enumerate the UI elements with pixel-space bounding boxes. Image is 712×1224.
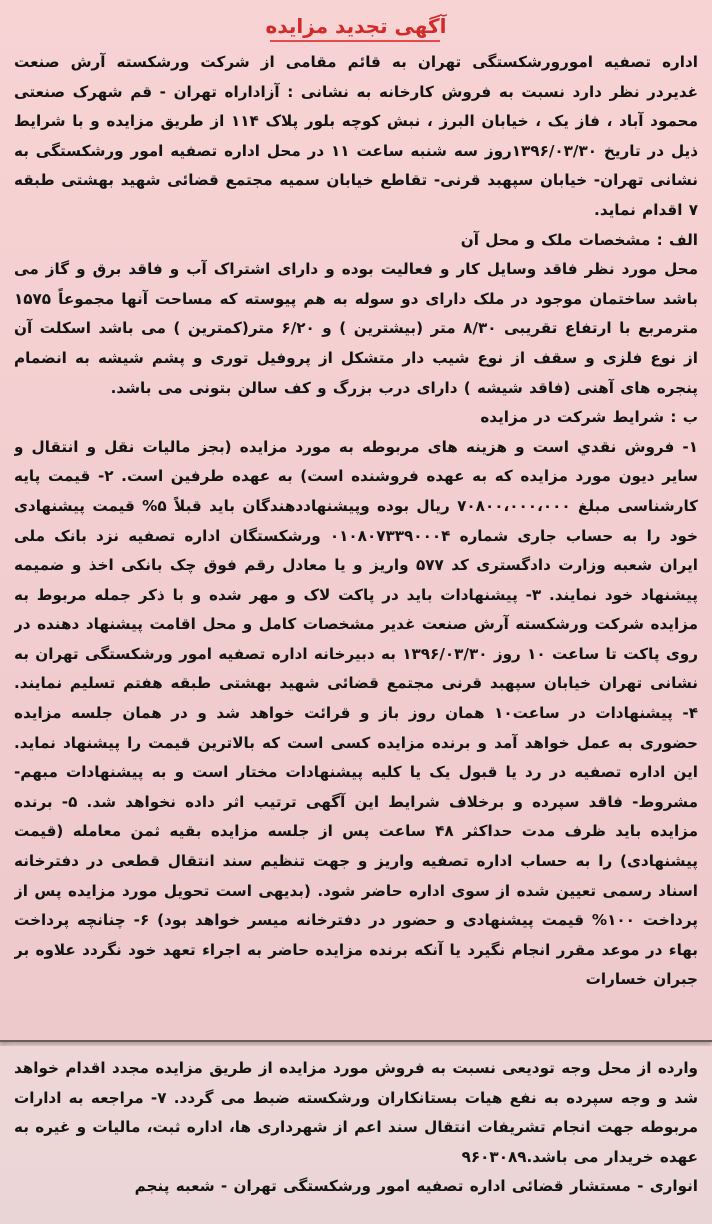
notice-body [14,48,698,1033]
intro-paragraph: اداره تصفیه امورورشکستگی تهران به قائم مقامی از شرکت ورشکسته آرش صنعت غدیردر نظر دارد نسبت به فروش کارخانه به نشانی : آزاداراه تهران - قم شهرک صنعتی محمود آباد ، فاز یک ، خیابان البرز ، نبش کوچه بلور پلاک ۱۱۴ از طریق مزایده و با شرایط ذیل در تاریخ ۱۳۹۶/۰۳/۳۰روز سه شنبه ساعت ۱۱ در محل اداره تصفیه امور ورشکستگی به نشانی تهران- خیابان سپهبد قرنی- تقاطع خیابان سمیه مجتمع قضائی شهید بهشتی طبقه ۷ اقدام نماید. [14,53,698,219]
title-underline [270,40,440,42]
section-b-heading: ب : شرایط شرکت در مزایده [480,408,698,427]
continuation-paragraph: وارده از محل وجه تودیعی نسبت به فروش مورد مزایده از طریق مزایده مجدد اقدام خواهد شد و وجه سپرده به نفع هیات بستانکاران ورشکسته ضبط می گردد. ۷- مراجعه به ادارات مربوطه جهت انجام تشریفات انتقال سند اعم از شهرداری ها، اداره ثبت، مالیات و غیره به عهده خریدار می باشد.۹۶۰۳۰۸۹ [14,1059,698,1166]
section-b-paragraph: ۱- فروش نقدي است و هزینه های مربوطه به مورد مزایده (بجز مالیات نقل و انتقال و سایر دیون مورد مزایده که به عهده فروشنده است) به عهده طرفین است. ۲- قیمت پایه کارشناسی مبلغ ۷۰۸۰۰،۰۰۰،۰۰۰ ریال بوده وپیشنهاددهندگان باید قبلاً ۵% قیمت پیشنهادی خود را به حساب جاری شماره ۰۱۰۸۰۷۳۳۹۰۰۰۴ ورشکستگان اداره تصفیه نزد بانک ملی ایران شعبه وزارت دادگستری کد ۵۷۷ واریز و یا معادل رقم فوق چک بانکی اخذ و ضمیمه پیشنهاد خود نمایند. ۳- پیشنهادات باید در پاکت لاک و مهر شده و با ذکر جمله مربوط به مزایده شرکت ورشکسته آرش صنعت غدیر مشخصات کامل و محل اقامت پیشنهاد دهنده در روی پاکت تا ساعت ۱۰ روز ۱۳۹۶/۰۳/۳۰ به دبیرخانه اداره تصفیه امور ورشکستگی تهران به نشانی تهران خیابان سپهبد قرنی مجتمع قضائی شهید بهشتی طبقه هفتم تسلیم نمایند. ۴- پیشنهادات در ساعت۱۰ همان روز باز و قرائت خواهد شد و در همان جلسه مزایده حضوری به عمل خواهد آمد و برنده مزایده کسی است که بالاترین قیمت را پیشنهاد نماید. این اداره تصفیه در رد یا قبول یک یا کلیه پیشنهادات مختار است و به پیشنهادات مبهم- مشروط- فاقد سپرده و برخلاف شرایط این آگهی ترتیب اثر داده نخواهد شد. ۵- برنده مزایده باید ظرف مدت حداکثر ۴۸ ساعت پس از جلسه مزایده بقیه ثمن معامله (قیمت پیشنهادی) را به حساب اداره تصفیه واریز و جهت تنظیم سند انتقال قطعی در دفترخانه اسناد رسمی تعیین شده از سوی اداره حاضر شود. (بدیهی است تحویل مورد مزایده پس از پرداخت ۱۰۰% قیمت پیشنهادی و حضور در دفترخانه میسر خواهد بود) ۶- چنانچه پرداخت بهاء در موعد مقرر انجام نگیرد یا آنکه برنده مزایده حاضر به اجراء تعهد خود نگردد علاوه بر جبران خسارات [14,437,698,989]
section-a-heading: الف : مشخصات ملک و محل آن [460,230,698,249]
notice-continuation [14,1054,698,1219]
notice-title: آگهی تجدید مزایده [265,14,447,38]
section-a-paragraph: محل مورد نظر فاقد وسایل کار و فعالیت بوده و دارای اشتراک آب و فاقد برق و گاز می باشد ساختمان موجود در ملک دارای دو سوله به هم پیوسته که مساحت آنها مجموعاً ۱۵۷۵ مترمربع با ارتفاع تقریبی ۸/۳۰ متر (بیشترین ) و ۶/۲۰ متر(کمترین ) می باشد اسکلت آن از نوع فلزی و سقف از نوع شیب دار متشکل از پروفیل توری و پشم شیشه به انضمام پنجره های آهنی (فاقد شیشه ) دارای درب بزرگ و کف سالن بتونی می باشد. [14,260,698,397]
signature-line: انواری - مستشار قضائی اداره تصفیه امور ورشکستگی تهران - شعبه پنجم [134,1177,698,1196]
